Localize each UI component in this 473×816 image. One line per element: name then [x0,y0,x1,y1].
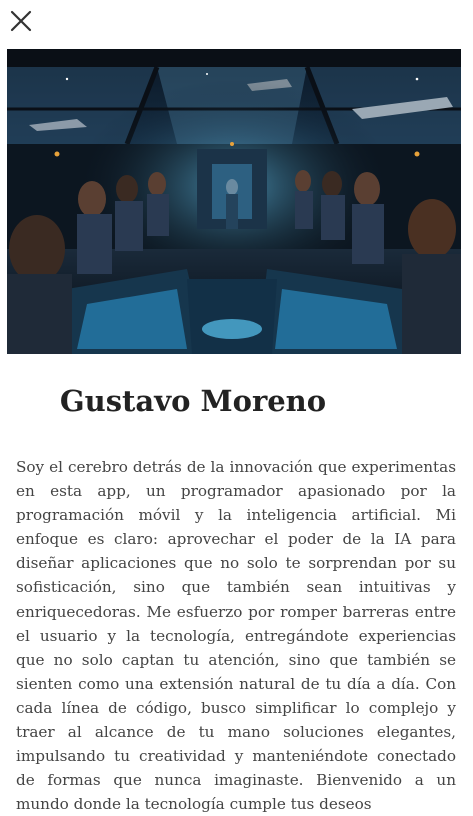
profile-name: Gustavo Moreno [59,384,327,418]
profile-bio: Soy el cerebro detrás de la innovación que experimentas en esta app, un programador apasionado por la programación móvil y la inteligencia artificial. Mi enfoque es claro: aprovechar el poder de la IA para diseñar aplicaciones que no solo te sorprendan por su sofisticación, sino que también sean intuitivas y enriquecedoras. Me esfuerzo por romper barreras entre el usuario y la tecnología, entregándote experiencias que no solo captan tu atención, sino que también se sienten como una extensión natural de tu día a día. Con cada línea de código, busco simplificar lo complejo y traer al alcance de tu mano soluciones elegantes, impulsando tu creatividad y manteniéndote conectado de formas que nunca imaginaste. Bienvenido a un mundo donde la tecnología cumple tus deseos [16,458,456,814]
close-icon [8,8,34,34]
close-button[interactable] [8,8,34,34]
hero-image [7,49,461,354]
spaceship-bridge-illustration [7,49,461,354]
top-bar [0,0,473,44]
